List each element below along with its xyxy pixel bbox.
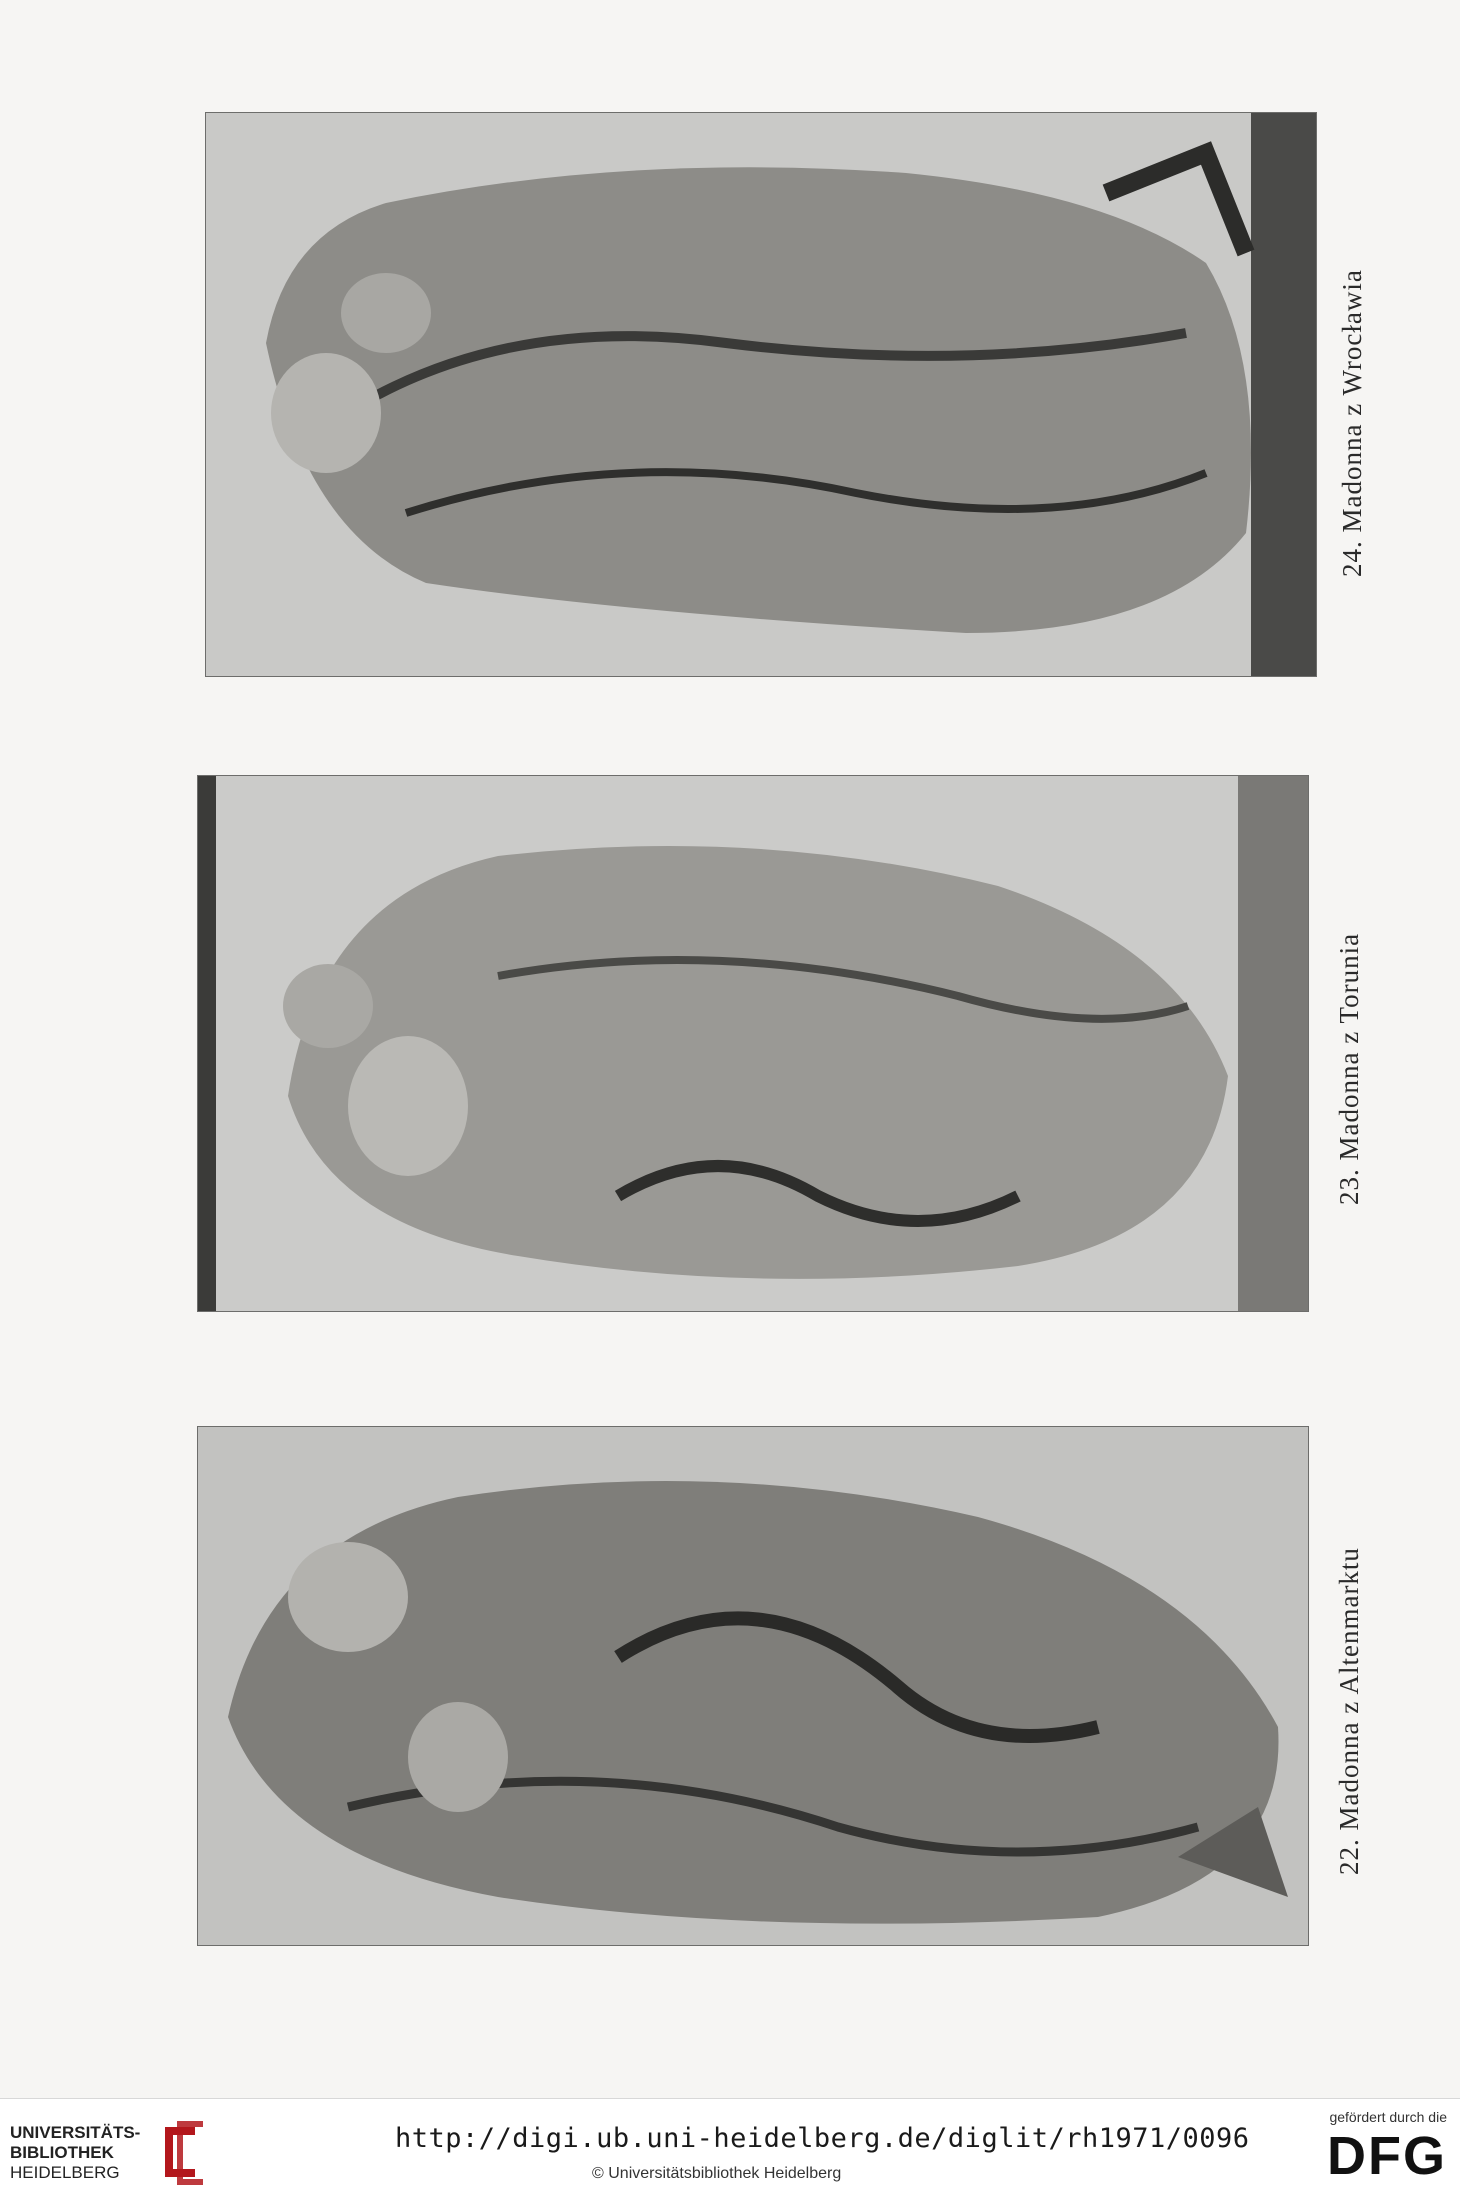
library-name-line1: UNIVERSITÄTS- <box>10 2123 141 2142</box>
library-name-line3: HEIDELBERG <box>10 2163 120 2182</box>
library-logo[interactable] <box>10 2117 210 2189</box>
permalink-url[interactable]: http://digi.ub.uni-heidelberg.de/diglit/rh1971/0096 <box>395 2123 1250 2154</box>
funder-mark: DFG <box>1327 2126 1447 2186</box>
plate-caption-24: 24. Madonna z Wrocławia <box>1337 269 1367 577</box>
statue-photo-24 <box>206 113 1316 676</box>
statue-photo-22 <box>198 1427 1308 1945</box>
library-name-line2: BIBLIOTHEK <box>10 2143 114 2162</box>
funding-note: gefördert durch die <box>1329 2109 1447 2125</box>
plate-24-madonna-wroclaw <box>205 112 1317 677</box>
statue-photo-23 <box>198 776 1308 1311</box>
library-name <box>10 2123 140 2183</box>
plate-caption-22: 22. Madonna z Altenmarktu <box>1334 1547 1364 1875</box>
dfg-logo[interactable] <box>1297 2109 1447 2194</box>
library-emblem-icon <box>155 2117 207 2187</box>
plate-22-madonna-altenmarkt <box>197 1426 1309 1946</box>
plate-23-madonna-torun <box>197 775 1309 1312</box>
plate-caption-23: 23. Madonna z Torunia <box>1334 932 1364 1205</box>
digitization-footer <box>0 2098 1460 2204</box>
copyright-notice: © Universitätsbibliothek Heidelberg <box>592 2165 842 2182</box>
